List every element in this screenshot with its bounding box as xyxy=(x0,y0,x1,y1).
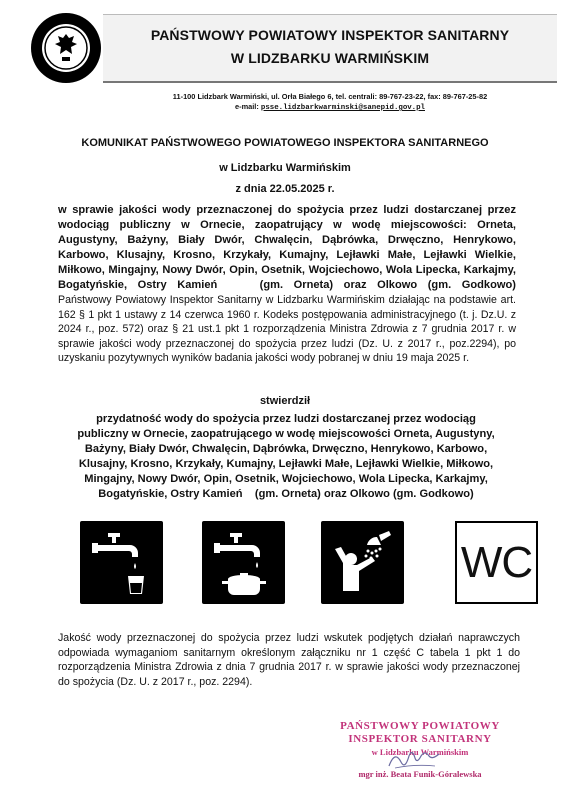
communique-location: w Lidzbarku Warmińskim xyxy=(219,162,351,174)
stamp-signatory: mgr inż. Beata Funik-Góralewska xyxy=(358,769,482,779)
finding-paragraph xyxy=(70,412,502,502)
address-line: 11-100 Lidzbark Warmiński, ul. Orła Białego 6, tel. centrali: 89-767-23-22, fax: 89-767-25-82 xyxy=(172,92,488,101)
stamp-line1: PAŃSTWOWY POWIATOWY xyxy=(340,720,500,732)
finding-gm: (gm. Orneta) oraz Olkowo (gm. Godkowo) xyxy=(254,488,474,500)
stamp-line3: w Lidzbarku Warmińskim xyxy=(371,747,469,757)
wc-label: WC xyxy=(460,537,533,587)
drinking-water-icon xyxy=(80,521,163,604)
wc-icon xyxy=(455,521,538,604)
shower-icon xyxy=(321,521,404,604)
stwierdzil-heading: stwierdził xyxy=(259,395,311,407)
legal-basis-paragraph: Państwowy Powiatowy Inspektor Sanitarny w Lidzbarku Warmińskim działając na podstawie art. 162 § 1 pkt 1 ustawy z 14 czerwca 1960 r. Kodeks postępowania administracyjnego (t. j. Dz.U. z 2024 r., poz. 572) oraz § 21 ust.1 pkt 1 rozporządzenia Ministra Zdrowia z 7 grudnia 2017 r. w sprawie jakości wody przeznaczonej do spożycia przez ludzi (Dz. U. z 2017 r., poz.2294), po uzyskaniu pozytywnych wyników badania jakości wody pobranej w dniu 19 maja 2025 r. xyxy=(58,294,516,364)
email-link[interactable]: psse.lidzbarkwarminski@sanepid.gov.pl xyxy=(260,104,425,112)
signature-icon xyxy=(385,748,445,772)
stamp-line2: INSPEKTOR SANITARNY xyxy=(348,733,492,745)
conclusion-paragraph: Jakość wody przeznaczonej do spożycia przez ludzi wskutek podjętych działań naprawczych odpowiada wymaganiom sanitarnym określonym załączniku nr 1 część C tabela 1 pkt 1 do rozporządzenia Ministra Zdrowia z dnia 7 grudnia 2017 r. w sprawie jakości wody przeznaczonej do spożycia (Dz. U. z 2017 r., poz. 2294). xyxy=(58,632,520,688)
header-title-line2: W LIDZBARKU WARMIŃSKIM xyxy=(230,50,430,66)
header-title-line1: PAŃSTWOWY POWIATOWY INSPEKTOR SANITARNY xyxy=(150,27,510,43)
finding-text: przydatność wody do spożycia przez ludzi dostarczanej przez wodociąg publiczny w Ornecie, zaopatrującego w wodę miejscowości Orneta, Augustyny, Bażyny, Biały Dwór, Chwalęcin, Dąbrówka, Drwęczno, Henrykowo, Karbowo, Klusajny, Krosno, Krzykały, Kumajny, Lejławki Małe, Lejławki Wielkie, Miłkowo, Mingajny, Nowy Dwór, Opin, Osetnik, Wojciechowo, Wola Lipecka, Karkajmy, Bogatyńskie, Ostry Kamień xyxy=(77,413,495,500)
communique-date: z dnia 22.05.2025 r. xyxy=(235,183,335,195)
cooking-water-icon xyxy=(202,521,285,604)
communique-heading: KOMUNIKAT PAŃSTWOWEGO POWIATOWEGO INSPEKTORA SANITARNEGO xyxy=(81,137,489,149)
subject-text: w sprawie jakości wody przeznaczonej do spożycia przez ludzi dostarczanej przez wodociąg publiczny w Ornecie, zaopatrujący w wodę miejscowości: Orneta, Augustyny, Bażyny, Biały Dwór, Chwalęcin, Dąbrówka, Drwęczno, Henrykowo, Karbowo, Klusajny, Krosno, Krzykały, Kumajny, Lejławki Małe, Lejławki Wielkie, Miłkowo, Mingajny, Nowy Dwór, Opin, Osetnik, Wojciechowo, Wola Lipecka, Karkajmy, Bogatyńskie, Ostry Kamień xyxy=(58,204,516,291)
address-block xyxy=(100,92,560,113)
email-label: e-mail: xyxy=(235,102,259,111)
inspection-logo-icon xyxy=(30,12,102,84)
subject-gm: (gm. Orneta) oraz Olkowo (gm. Godkowo) xyxy=(259,279,516,291)
header-title xyxy=(103,24,557,70)
